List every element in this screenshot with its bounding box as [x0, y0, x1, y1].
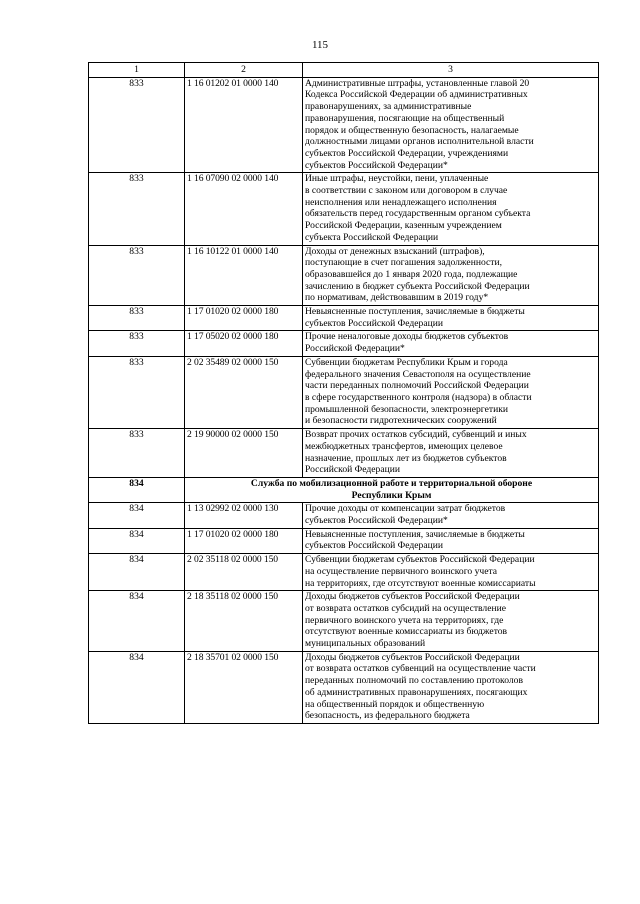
description-line: субъектов Российской Федерации, учреждениями — [305, 147, 509, 159]
revenue-code-cell: 1 17 01020 02 0000 180 — [185, 306, 303, 331]
revenue-code-cell: 1 13 02992 02 0000 130 — [185, 503, 303, 528]
section-title-line: Служба по мобилизационной работе и территориальной обороне — [250, 477, 533, 489]
description-cell — [303, 503, 599, 528]
description-cell — [303, 528, 599, 553]
description-line: Кодекса Российской Федерации об административных — [305, 89, 528, 101]
admin-code-cell: 834 — [89, 651, 185, 723]
section-title — [185, 477, 599, 502]
description-line: от возврата остатков субсидий на осуществление — [305, 602, 507, 614]
section-admin-code: 834 — [89, 477, 185, 502]
description-line: безопасность, из федерального бюджета — [305, 710, 470, 722]
revenue-code-cell: 1 17 05020 02 0000 180 — [185, 331, 303, 356]
description-line: промышленной безопасности, электроэнергетики — [305, 403, 508, 415]
description-cell — [303, 554, 599, 591]
description-line: неисполнения или ненадлежащего исполнения — [305, 196, 497, 208]
description-line: первичного воинского учета на территориях, где — [305, 614, 504, 626]
description-cell — [303, 591, 599, 652]
table-row — [89, 503, 599, 528]
section-header-row — [89, 477, 599, 502]
description-line: межбюджетных трансфертов, имеющих целевое — [305, 440, 503, 452]
description-line: Доходы бюджетов субъектов Российской Федерации — [305, 591, 520, 603]
description-line: субъектов Российской Федерации — [305, 317, 443, 329]
description-line: должностными лицами органов исполнительной власти — [305, 136, 534, 148]
admin-code-cell: 833 — [89, 245, 185, 306]
column-header-1: 1 — [89, 63, 185, 78]
admin-code-cell: 833 — [89, 356, 185, 428]
description-line: правонарушения, посягающие на общественный — [305, 112, 505, 124]
table-body — [89, 77, 599, 723]
table-row — [89, 306, 599, 331]
description-line: Российской Федерации, казенным учреждением — [305, 220, 502, 232]
revenue-code-cell: 1 16 10122 01 0000 140 — [185, 245, 303, 306]
admin-code-cell: 833 — [89, 331, 185, 356]
revenue-code-cell: 1 17 01020 02 0000 180 — [185, 528, 303, 553]
description-line: на осуществление первичного воинского учета — [305, 565, 498, 577]
description-line: субъекта Российской Федерации — [305, 231, 439, 243]
revenue-code-cell: 2 02 35489 02 0000 150 — [185, 356, 303, 428]
column-header-2: 2 — [185, 63, 303, 78]
table-row — [89, 173, 599, 245]
description-line: Российской Федерации* — [305, 343, 405, 355]
description-line: Прочие неналоговые доходы бюджетов субъектов — [305, 331, 509, 343]
table-row — [89, 554, 599, 591]
description-line: Иные штрафы, неустойки, пени, уплаченные — [305, 173, 489, 185]
description-cell — [303, 77, 599, 173]
description-line: субъектов Российской Федерации* — [305, 159, 448, 171]
description-line: отсутствуют военные комиссариаты из бюджетов — [305, 626, 508, 638]
description-line: по нормативам, действовавшим в 2019 году* — [305, 292, 489, 304]
description-cell — [303, 331, 599, 356]
description-line: Прочие доходы от компенсации затрат бюджетов — [305, 503, 506, 515]
revenue-codes-table — [88, 62, 599, 724]
admin-code-cell: 834 — [89, 528, 185, 553]
admin-code-cell: 834 — [89, 591, 185, 652]
description-line: обязательств перед государственным органом субъекта — [305, 208, 531, 220]
table-row — [89, 77, 599, 173]
description-line: переданных полномочий по составлению протоколов — [305, 675, 523, 687]
table-row — [89, 331, 599, 356]
description-line: назначение, прошлых лет из бюджетов субъектов — [305, 452, 507, 464]
table-row — [89, 245, 599, 306]
admin-code-cell: 833 — [89, 173, 185, 245]
description-line: на территориях, где отсутствуют военные комиссариаты — [305, 577, 536, 589]
description-line: Субвенции бюджетам субъектов Российской Федерации — [305, 554, 535, 566]
description-line: Невыясненные поступления, зачисляемые в бюджеты — [305, 528, 525, 540]
revenue-code-cell: 2 18 35701 02 0000 150 — [185, 651, 303, 723]
description-line: об административных правонарушениях, посягающих — [305, 686, 528, 698]
description-line: Российской Федерации — [305, 464, 400, 476]
revenue-code-cell: 1 16 07090 02 0000 140 — [185, 173, 303, 245]
column-header-3: 3 — [303, 63, 599, 78]
description-line: в сфере государственного контроля (надзора) в области — [305, 391, 532, 403]
description-line: на общественный порядок и общественную — [305, 698, 485, 710]
admin-code-cell: 834 — [89, 503, 185, 528]
table-header-row — [89, 63, 599, 78]
description-line: порядок и общественную безопасность, налагаемые — [305, 124, 519, 136]
description-cell — [303, 173, 599, 245]
description-line: от возврата остатков субвенций на осуществление части — [305, 663, 536, 675]
admin-code-cell: 834 — [89, 554, 185, 591]
description-line: Доходы от денежных взысканий (штрафов), — [305, 245, 485, 257]
revenue-code-cell: 1 16 01202 01 0000 140 — [185, 77, 303, 173]
description-line: муниципальных образований — [305, 638, 426, 650]
description-line: субъектов Российской Федерации — [305, 540, 443, 552]
description-line: федерального значения Севастополя на осуществление — [305, 368, 531, 380]
description-line: поступающие в счет погашения задолженности, — [305, 257, 502, 269]
description-line: зачислению в бюджет субъекта Российской Федерации — [305, 280, 530, 292]
description-cell — [303, 429, 599, 478]
description-line: и безопасности гидротехнических сооружений — [305, 415, 497, 427]
description-line: Возврат прочих остатков субсидий, субвенций и иных — [305, 429, 527, 441]
table-row — [89, 651, 599, 723]
description-cell — [303, 356, 599, 428]
admin-code-cell: 833 — [89, 306, 185, 331]
table-row — [89, 591, 599, 652]
table-row — [89, 528, 599, 553]
description-line: части переданных полномочий Российской Федерации — [305, 380, 529, 392]
description-line: образовавшейся до 1 января 2020 года, подлежащие — [305, 268, 518, 280]
table-row — [89, 356, 599, 428]
description-line: субъектов Российской Федерации* — [305, 515, 448, 527]
description-cell — [303, 651, 599, 723]
description-line: Невыясненные поступления, зачисляемые в бюджеты — [305, 306, 525, 318]
revenue-code-cell: 2 18 35118 02 0000 150 — [185, 591, 303, 652]
page-number: 115 — [311, 39, 329, 51]
admin-code-cell: 833 — [89, 77, 185, 173]
table-row — [89, 429, 599, 478]
description-line: правонарушениях, за административные — [305, 101, 472, 113]
description-line: в соответствии с законом или договором в случае — [305, 185, 508, 197]
section-title-line: Республики Крым — [351, 489, 432, 501]
description-cell — [303, 245, 599, 306]
revenue-code-cell: 2 19 90000 02 0000 150 — [185, 429, 303, 478]
description-cell — [303, 306, 599, 331]
description-line: Субвенции бюджетам Республики Крым и города — [305, 356, 508, 368]
revenue-code-cell: 2 02 35118 02 0000 150 — [185, 554, 303, 591]
admin-code-cell: 833 — [89, 429, 185, 478]
description-line: Доходы бюджетов субъектов Российской Федерации — [305, 651, 520, 663]
description-line: Административные штрафы, установленные главой 20 — [305, 77, 530, 89]
